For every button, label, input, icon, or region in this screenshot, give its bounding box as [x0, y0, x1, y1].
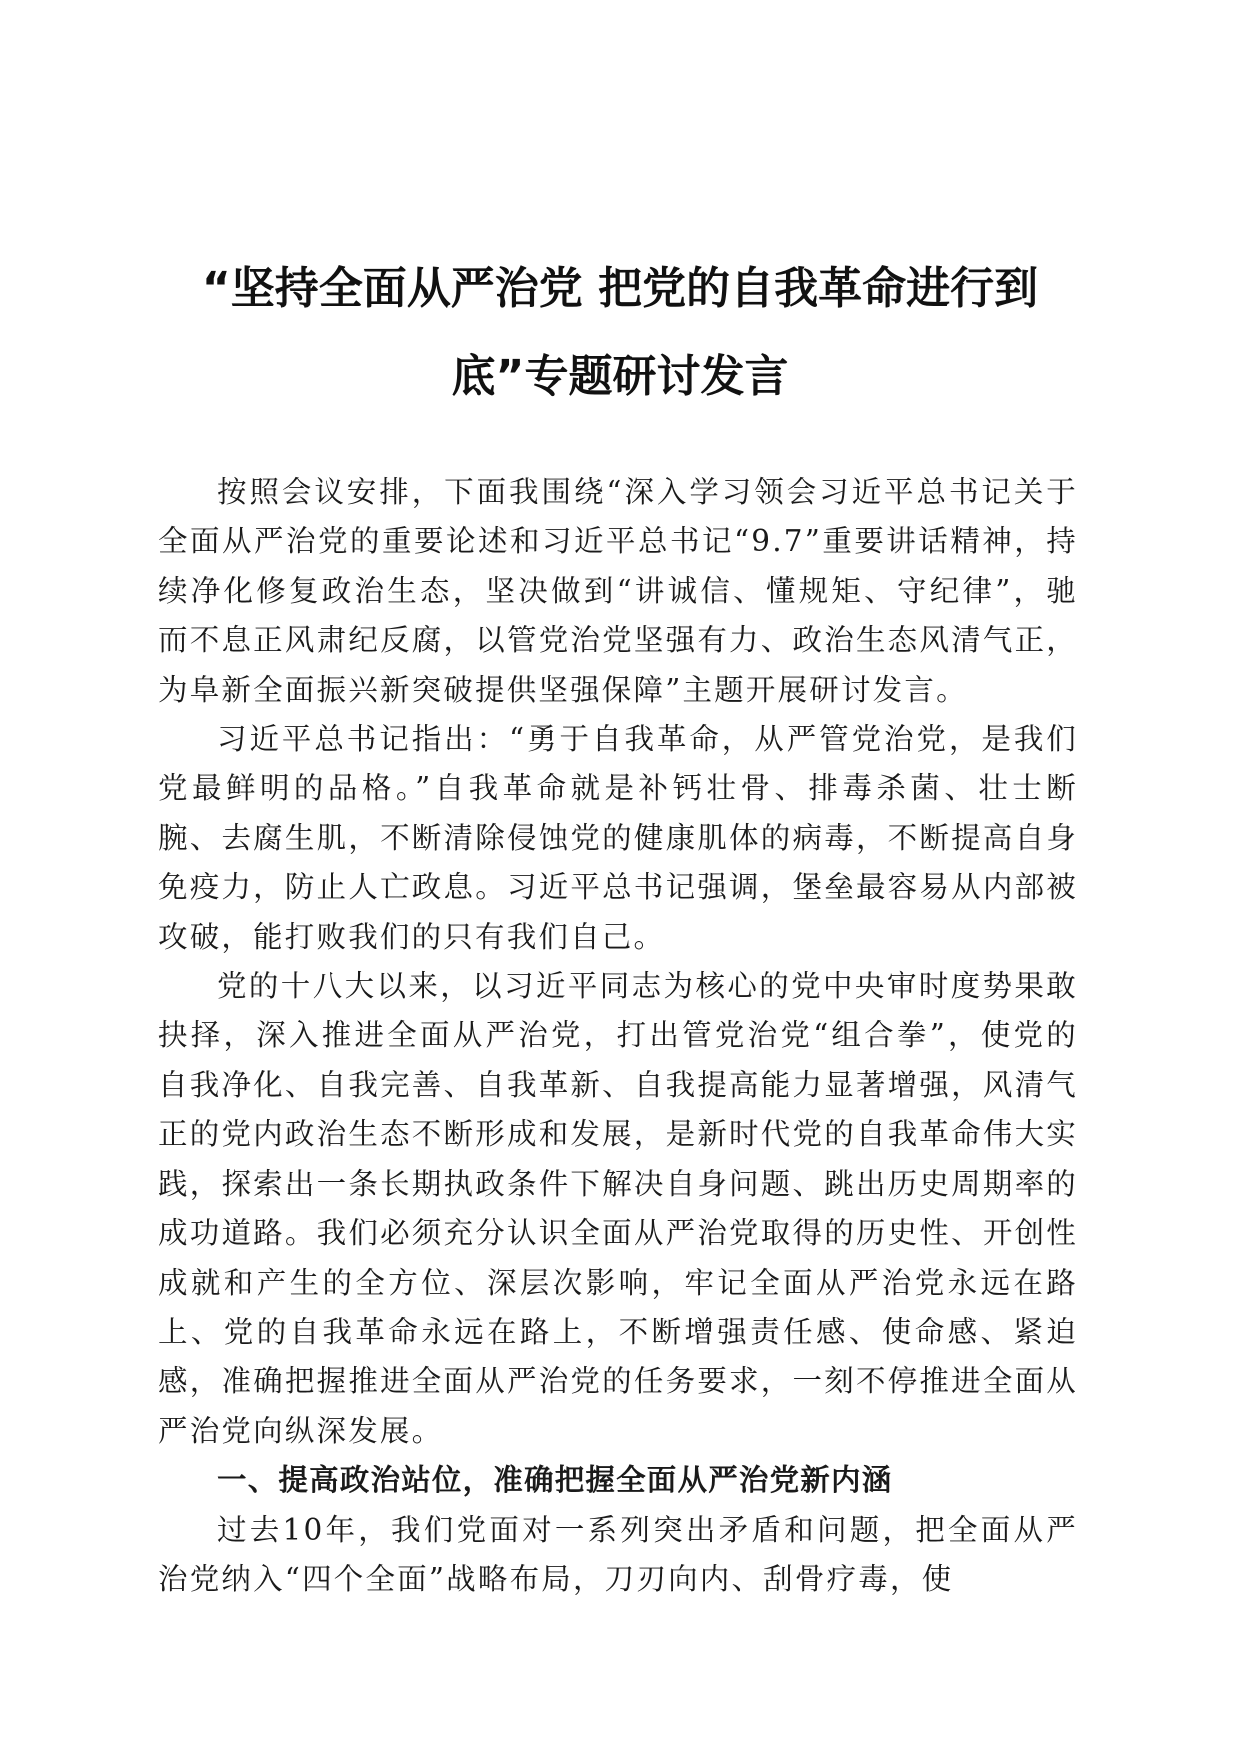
section-paragraph: 过去10年，我们党面对一系列突出矛盾和问题，把全面从严治党纳入“四个全面”战略布局，刀刃向内、刮骨疗毒，使: [158, 1512, 1078, 1596]
paragraph-intro: 按照会议安排，下面我围绕“深入学习领会习近平总书记关于全面从严治党的重要论述和习近平总书记“9.7”重要讲话精神，持续净化修复政治生态，坚决做到“讲诚信、懂规矩、守纪律”，驰而不息正风肃纪反腐，以管党治党坚强有力、政治生态风清气正，为阜新全面振兴新突破提供坚强保障”主题开展研讨发言。: [158, 475, 1078, 707]
section-heading: 一、提高政治站位，准确把握全面从严治党新内涵: [217, 1463, 893, 1498]
document-body: [158, 468, 1078, 1604]
paragraph-quote: 习近平总书记指出：“勇于自我革命，从严管党治党，是我们党最鲜明的品格。”自我革命就是补钙壮骨、排毒杀菌、壮士断腕、去腐生肌，不断清除侵蚀党的健康肌体的病毒，不断提高自身免疫力，防止人亡政息。习近平总书记强调，堡垒最容易从内部被攻破，能打败我们的只有我们自己。: [158, 722, 1078, 954]
paragraph-background: 党的十八大以来，以习近平同志为核心的党中央审时度势果敢抉择，深入推进全面从严治党，打出管党治党“组合拳”，使党的自我净化、自我完善、自我革新、自我提高能力显著增强，风清气正的党内政治生态不断形成和发展，是新时代党的自我革命伟大实践，探索出一条长期执政条件下解决自身问题、跳出历史周期率的成功道路。我们必须充分认识全面从严治党取得的历史性、开创性成就和产生的全方位、深层次影响，牢记全面从严治党永远在路上、党的自我革命永远在路上，不断增强责任感、使命感、紧迫感，准确把握推进全面从严治党的任务要求，一刻不停推进全面从严治党向纵深发展。: [158, 969, 1078, 1448]
title-line-1: “坚持全面从严治党 把党的自我革命进行到: [201, 263, 1039, 314]
document-title: [150, 245, 1090, 421]
title-line-2: 底”专题研讨发言: [451, 351, 789, 402]
